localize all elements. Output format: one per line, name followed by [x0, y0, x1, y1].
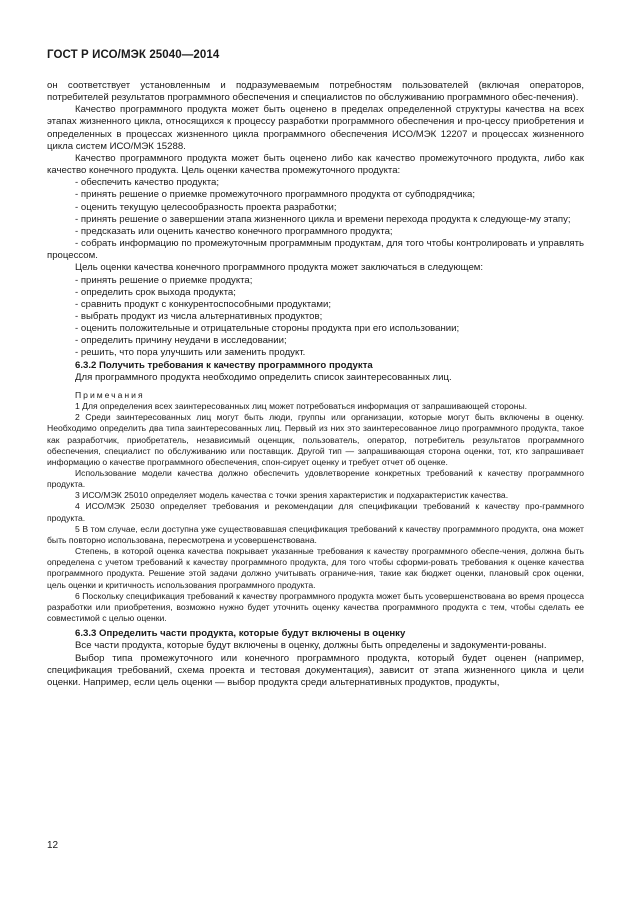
paragraph: Цель оценки качества конечного программного продукта может заключаться в следующем:: [75, 262, 484, 274]
note-item: 5 В том случае, если доступна уже существовавшая спецификация требований к качеству программного продукта, она может быть повторно использована, пересмотрена и усовершенствована.: [47, 523, 584, 545]
section-heading-6-3-3: 6.3.3 Определить части продукта, которые будут включены в оценку: [75, 628, 406, 640]
paragraph: Для программного продукта необходимо определить список заинтересованных лиц.: [75, 371, 452, 383]
list-item: - решить, что пора улучшить или заменить продукт.: [75, 347, 306, 359]
notes-title: Примечания: [75, 389, 145, 400]
list-item: - предсказать или оценить качество конечного программного продукта;: [75, 225, 393, 237]
list-item: - определить срок выхода продукта;: [75, 286, 236, 298]
paragraph: Качество программного продукта может быть оценено в пределах определенной структуры качества на всех этапах жизненного цикла, относящихся к процессу разработки программного обеспечения и про-цессу приобретения и определенных в процессах жизненного цикла программного обеспечения ИСО/МЭК 12207 и процессах жизненного цикла систем ИСО/МЭК 15288.: [47, 104, 584, 152]
list-item: - оценить текущую целесообразность проекта разработки;: [75, 201, 337, 213]
page-number: 12: [47, 840, 59, 851]
list-item: - принять решение о приемке промежуточного программного продукта от субподрядчика;: [75, 189, 476, 201]
note-item: 2 Среди заинтересованных лиц могут быть люди, группы или организации, которые могут быть включены в оценку. Необходимо определить два типа заинтересованных лиц. Первый из них это заинтересованное лицо программного продукта, такое как разработчик, приобретатель, независимый оценщик, пользователь, оператор, потребитель результатов программного обеспечения, специалист по обслуживанию или поставщик. Другой тип — запрашивающая сторона оценки, тот, кто запрашивает информацию о качестве программного обеспечения, спон-сирует оценку и требует отчет об оценке.: [47, 412, 584, 467]
notes-block: [47, 390, 584, 624]
note-item: Использование модели качества должно обеспечить удовлетворение конкретных требований к качеству программного продукта.: [47, 468, 584, 490]
paragraph: он соответствует установленным и подразумеваемым потребностям пользователей (включая операторов, потребителей результатов программного обеспечения и специалистов по обслуживанию программного обес-печения).: [47, 80, 584, 104]
page-content: [47, 80, 584, 689]
note-item: 1 Для определения всех заинтересованных лиц может потребоваться информация от запрашивающей стороны.: [75, 401, 528, 412]
list-item: - выбрать продукт из числа альтернативных продуктов;: [75, 310, 323, 322]
list-item: - собрать информацию по промежуточным программным продуктам, для того чтобы контролировать и управлять процессом.: [47, 238, 584, 262]
paragraph: Выбор типа промежуточного или конечного программного продукта, который будет оценен (например, спецификация требований, схема проекта и тестовая документация), зависит от этапа жизненного цикла и цели оценки. Например, если цель оценки — выбор продукта среди альтернативных продуктов, продукты,: [47, 652, 584, 688]
note-item: 6 Поскольку спецификация требований к качеству программного продукта может быть усовершенствована во время процесса разработки или приобретения, возможно нужно будет уточнить оценку качества программного продукта с тем, чтобы сделать ее совместимой с целью оценки.: [47, 590, 584, 624]
document-header: ГОСТ Р ИСО/МЭК 25040—2014: [47, 49, 220, 61]
list-item: - принять решение о приемке продукта;: [75, 274, 253, 286]
section-6-3-3: [47, 628, 584, 689]
note-item: Степень, в которой оценка качества покрывает указанные требования к качеству программного обеспе-чения, должна быть определена с учетом требований к качеству программного продукта, для того чтобы сформи-ровать требования к оценке качества программного продукта. Решение этой задачи должно учитывать ограниче-ния, такие как бюджет оценки, плановый срок оценки, цель оценки и критичность использования программного продукта.: [47, 546, 584, 590]
list-item: - оценить положительные и отрицательные стороны продукта при его использовании;: [75, 323, 460, 335]
list-item: - сравнить продукт с конкурентоспособными продуктами;: [75, 298, 332, 310]
list-item: - обеспечить качество продукта;: [75, 177, 220, 189]
note-item: 4 ИСО/МЭК 25030 определяет требования и рекомендации для спецификации требований к качеству про-граммного продукта.: [47, 501, 584, 523]
list-item: - определить причину неудачи в исследовании;: [75, 335, 287, 347]
paragraph: Качество программного продукта может быть оценено либо как качество промежуточного продукта, либо как качество конечного продукта. Цель оценки качества промежуточного продукта:: [47, 152, 584, 177]
body-text-block: [47, 80, 584, 384]
list-item: - принять решение о завершении этапа жизненного цикла и времени перехода продукта к следующе-му этапу;: [75, 213, 571, 225]
section-heading-6-3-2: 6.3.2 Получить требования к качеству программного продукта: [75, 359, 373, 371]
paragraph: Все части продукта, которые будут включены в оценку, должны быть определены и задокументи-рованы.: [75, 640, 547, 652]
note-item: 3 ИСО/МЭК 25010 определяет модель качества с точки зрения характеристик и подхарактеристик качества.: [75, 490, 509, 501]
